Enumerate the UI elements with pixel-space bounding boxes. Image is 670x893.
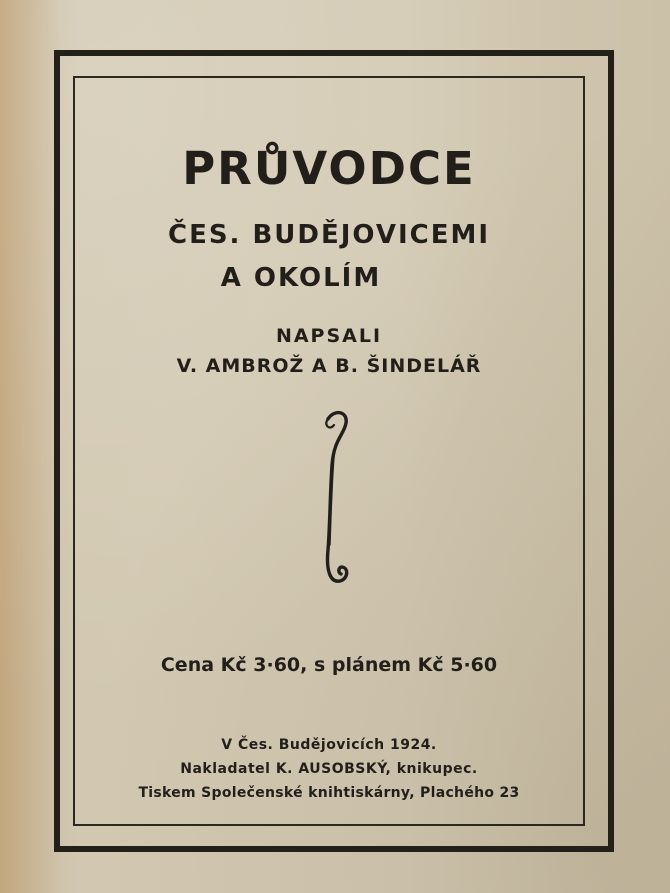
- paper-stain: [0, 0, 60, 893]
- imprint-publisher: Nakladatel K. AUSOBSKÝ, knikupec.: [180, 761, 478, 777]
- imprint-place-year: V Čes. Budějovicích 1924.: [221, 737, 437, 753]
- authors-names: V. AMBROŽ A B. ŠINDELÁŘ: [176, 355, 482, 377]
- authors-label: NAPSALI: [275, 325, 383, 347]
- cover-subtitle-line2: A OKOLÍM: [220, 263, 382, 293]
- flourish-ornament-icon: [308, 405, 356, 590]
- price-line: Cena Kč 3·60, s plánem Kč 5·60: [160, 654, 498, 676]
- imprint-printer: Tiskem Společenské knihtiskárny, Plachého 23: [138, 785, 520, 801]
- cover-subtitle-line1: ČES. BUDĚJOVICEMI: [167, 220, 491, 250]
- cover-title: PRŮVODCE: [182, 142, 476, 195]
